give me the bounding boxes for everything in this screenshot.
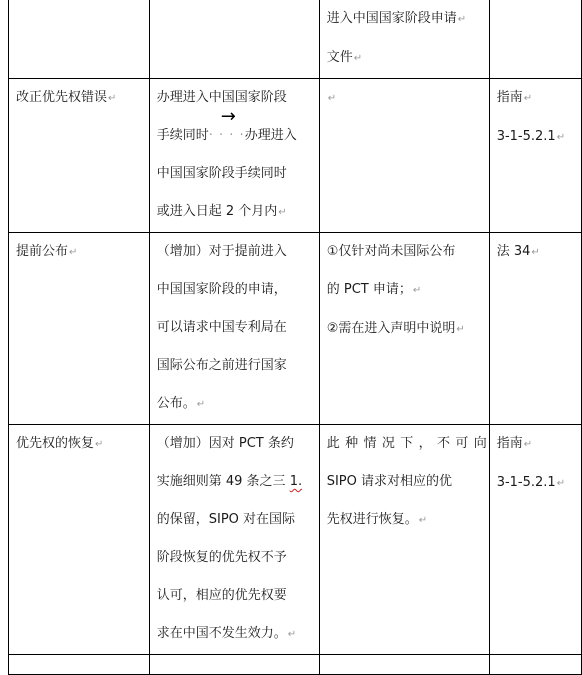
cell-line: 认可，相应的优先权要 bbox=[156, 588, 287, 603]
table-cell bbox=[489, 0, 581, 79]
table-cell bbox=[149, 0, 319, 79]
table-row bbox=[9, 0, 582, 79]
row-heading: 改正优先权错误 bbox=[16, 90, 108, 105]
table-cell bbox=[319, 655, 489, 675]
row-heading: 优先权的恢复 bbox=[16, 436, 95, 451]
table-cell bbox=[489, 655, 581, 675]
dotted-leader: · · · · bbox=[208, 128, 245, 143]
table-cell: 指南↵ 3-1-5.2.1↵ bbox=[489, 79, 581, 233]
cell-line: 进入中国国家阶段申请↵ bbox=[326, 11, 467, 26]
table-cell bbox=[319, 0, 489, 79]
table-cell bbox=[319, 425, 489, 655]
requirements-table bbox=[8, 0, 582, 675]
table-cell: 法 34↵ bbox=[489, 233, 581, 425]
spellcheck-squiggle: 1. bbox=[289, 474, 303, 489]
cell-line: ①仅针对尚未国际公布 bbox=[326, 244, 456, 259]
paragraph-mark: ↵ bbox=[531, 247, 540, 258]
table-cell bbox=[9, 425, 150, 655]
cell-line: 阶段恢复的优先权不予 bbox=[156, 550, 287, 565]
table-cell bbox=[149, 655, 319, 675]
table-cell bbox=[149, 425, 319, 655]
paragraph-mark: ↵ bbox=[523, 93, 533, 104]
paragraph-mark: ↵ bbox=[353, 53, 363, 64]
cell-line: （增加）因对 PCT 条约 bbox=[156, 436, 294, 451]
paragraph-mark: ↵ bbox=[556, 478, 566, 489]
paragraph-mark: ↵ bbox=[523, 439, 533, 450]
cell-line: 实施细则第 49 条之三 1. bbox=[156, 474, 303, 489]
cell-line: 或进入日起 2 个月内↵ bbox=[156, 204, 287, 219]
cell-line: 可以请求中国专利局在 bbox=[156, 320, 287, 335]
paragraph-mark: ↵ bbox=[287, 629, 297, 640]
table-cell bbox=[9, 79, 150, 233]
cell-line: 文件↵ bbox=[326, 50, 363, 65]
cell-line: 公布。↵ bbox=[156, 396, 206, 411]
paragraph-mark: ↵ bbox=[418, 515, 428, 526]
cell-line: → 手续同时· · · ·办理进入 bbox=[156, 106, 297, 143]
cell-line: 国际公布之前进行国家 bbox=[156, 358, 287, 373]
cell-line: 的保留，SIPO 对在国际 bbox=[156, 512, 296, 527]
paragraph-mark: ↵ bbox=[456, 324, 465, 335]
table-cell bbox=[9, 655, 150, 675]
row-heading: 提前公布 bbox=[16, 244, 69, 259]
table-cell bbox=[9, 0, 150, 79]
cell-line: ②需在进入声明中说明↵ bbox=[326, 321, 465, 336]
paragraph-mark: ↵ bbox=[556, 132, 566, 143]
table-cell bbox=[149, 79, 319, 233]
paragraph-mark: ↵ bbox=[69, 247, 78, 258]
paragraph-mark: ↵ bbox=[412, 285, 422, 296]
cell-line: 先权进行恢复。↵ bbox=[326, 512, 428, 527]
paragraph-mark: ↵ bbox=[196, 399, 206, 410]
arrow-right-icon: → bbox=[220, 106, 236, 127]
paragraph-mark: ↵ bbox=[95, 439, 104, 450]
cell-line: 中国国家阶段的申请， bbox=[156, 282, 287, 297]
cell-line: 求在中国不发生效力。↵ bbox=[156, 626, 297, 641]
table-row bbox=[9, 233, 582, 425]
table-cell bbox=[9, 233, 150, 425]
paragraph-mark: ↵ bbox=[108, 93, 117, 104]
table-cell bbox=[319, 79, 489, 233]
table-cell bbox=[319, 233, 489, 425]
table-cell bbox=[149, 233, 319, 425]
paragraph-mark: ↵ bbox=[278, 207, 287, 218]
cell-line: 此种情况下，不可向 bbox=[326, 436, 487, 451]
cell-line: 办理进入中国国家阶段 bbox=[156, 90, 287, 105]
cell-line: （增加）对于提前进入 bbox=[156, 244, 287, 259]
cell-line: 中国国家阶段手续同时 bbox=[156, 166, 287, 181]
table-cell: 指南↵ 3-1-5.2.1↵ bbox=[489, 425, 581, 655]
table-row bbox=[9, 79, 582, 233]
cell-line: SIPO 请求对相应的优 bbox=[326, 474, 453, 489]
table-row bbox=[9, 425, 582, 655]
paragraph-mark: ↵ bbox=[457, 14, 467, 25]
paragraph-mark: ↵ bbox=[327, 93, 337, 104]
cell-line: 的 PCT 申请；↵ bbox=[326, 282, 422, 297]
table-row bbox=[9, 655, 582, 675]
